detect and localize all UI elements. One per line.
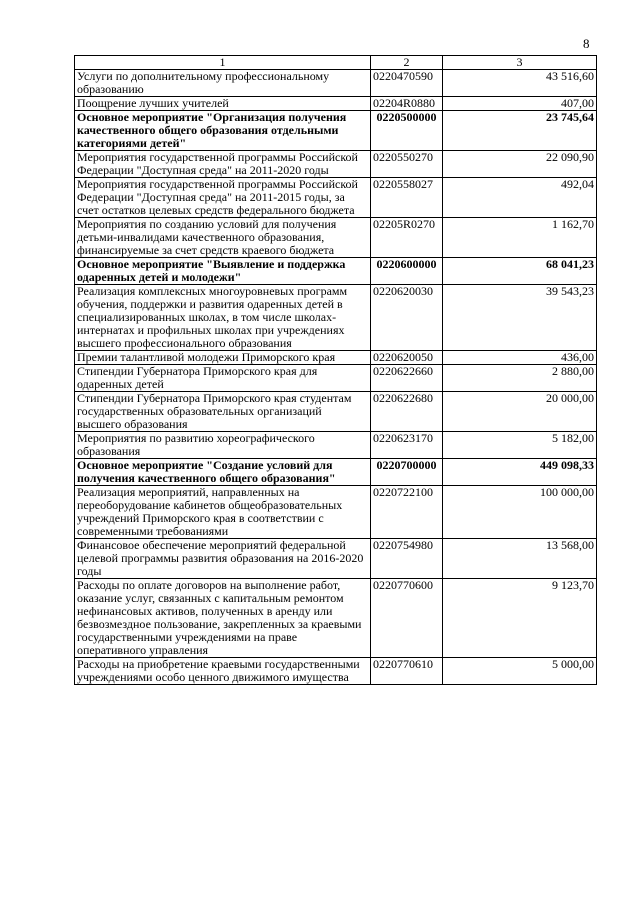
row-amount-cell: 9 123,70 [443, 579, 597, 658]
table-row [75, 258, 597, 285]
row-name-cell: Реализация комплексных многоуровневых программ обучения, поддержки и развития одаренных детей в специализированных школах, в том числе школах-интернатах и профильных школах при учреждениях высшего профессионального образования [75, 285, 371, 351]
row-code-cell: 0220622680 [371, 392, 443, 432]
row-amount-cell: 407,00 [443, 97, 597, 111]
row-code-cell: 0220550270 [371, 151, 443, 178]
row-name-cell: Премии талантливой молодежи Приморского края [75, 351, 371, 365]
row-amount-cell: 492,04 [443, 178, 597, 218]
table-row [75, 459, 597, 486]
row-code-cell: 0220623170 [371, 432, 443, 459]
row-code-cell: 0220500000 [371, 111, 443, 151]
column-header-2: 2 [371, 56, 443, 70]
row-code-cell: 0220722100 [371, 486, 443, 539]
row-amount-cell: 43 516,60 [443, 70, 597, 97]
row-amount-cell: 449 098,33 [443, 459, 597, 486]
table-row [75, 151, 597, 178]
row-code-cell: 0220558027 [371, 178, 443, 218]
row-name-cell: Мероприятия по созданию условий для получения детьми-инвалидами качественного образования, финансируемые за счет средств краевого бюджета [75, 218, 371, 258]
table-row [75, 392, 597, 432]
table-row [75, 351, 597, 365]
row-name-cell: Стипендии Губернатора Приморского края для одаренных детей [75, 365, 371, 392]
table-row [75, 218, 597, 258]
table-row [75, 486, 597, 539]
table-row [75, 97, 597, 111]
row-amount-cell: 100 000,00 [443, 486, 597, 539]
row-code-cell: 0220470590 [371, 70, 443, 97]
row-amount-cell: 5 000,00 [443, 658, 597, 685]
row-name-cell: Мероприятия государственной программы Российской Федерации "Доступная среда" на 2011-2020 годы [75, 151, 371, 178]
row-name-cell: Реализация мероприятий, направленных на переоборудование кабинетов общеобразовательных учреждений Приморского края в соответствии с современными требованиями [75, 486, 371, 539]
row-name-cell: Основное мероприятие "Организация получения качественного общего образования отдельными категориями детей" [75, 111, 371, 151]
row-code-cell: 0220622660 [371, 365, 443, 392]
row-amount-cell: 13 568,00 [443, 539, 597, 579]
row-code-cell: 0220754980 [371, 539, 443, 579]
row-name-cell: Расходы на приобретение краевыми государственными учреждениями особо ценного движимого имущества [75, 658, 371, 685]
table-row [75, 432, 597, 459]
table-row [75, 178, 597, 218]
row-code-cell: 0220600000 [371, 258, 443, 285]
row-name-cell: Мероприятия государственной программы Российской Федерации "Доступная среда" на 2011-2015 годы, за счет остатков целевых средств федерального бюджета [75, 178, 371, 218]
page-number: 8 [583, 36, 590, 51]
row-amount-cell: 23 745,64 [443, 111, 597, 151]
row-code-cell: 0220770610 [371, 658, 443, 685]
table-row [75, 365, 597, 392]
row-amount-cell: 68 041,23 [443, 258, 597, 285]
row-amount-cell: 1 162,70 [443, 218, 597, 258]
row-name-cell: Услуги по дополнительному профессиональному образованию [75, 70, 371, 97]
row-amount-cell: 436,00 [443, 351, 597, 365]
row-amount-cell: 39 543,23 [443, 285, 597, 351]
table-row [75, 658, 597, 685]
column-header-3: 3 [443, 56, 597, 70]
header-row [75, 56, 597, 70]
row-name-cell: Финансовое обеспечение мероприятий федеральной целевой программы развития образования на 2016-2020 годы [75, 539, 371, 579]
row-name-cell: Основное мероприятие "Выявление и поддержка одаренных детей и молодежи" [75, 258, 371, 285]
table-row [75, 70, 597, 97]
row-code-cell: 02205R0270 [371, 218, 443, 258]
table-row [75, 285, 597, 351]
row-amount-cell: 20 000,00 [443, 392, 597, 432]
column-header-1: 1 [75, 56, 371, 70]
row-name-cell: Расходы по оплате договоров на выполнение работ, оказание услуг, связанных с капитальным ремонтом нефинансовых активов, полученных в аренду или безвозмездное пользование, закрепленных за краевыми государственными учреждениями на праве оперативного управления [75, 579, 371, 658]
row-name-cell: Стипендии Губернатора Приморского края студентам государственных образовательных организаций высшего образования [75, 392, 371, 432]
row-amount-cell: 5 182,00 [443, 432, 597, 459]
row-amount-cell: 22 090,90 [443, 151, 597, 178]
row-amount-cell: 2 880,00 [443, 365, 597, 392]
row-code-cell: 0220620050 [371, 351, 443, 365]
row-code-cell: 0220700000 [371, 459, 443, 486]
row-code-cell: 02204R0880 [371, 97, 443, 111]
row-name-cell: Поощрение лучших учителей [75, 97, 371, 111]
table-row [75, 111, 597, 151]
row-code-cell: 0220620030 [371, 285, 443, 351]
row-code-cell: 0220770600 [371, 579, 443, 658]
row-name-cell: Мероприятия по развитию хореографического образования [75, 432, 371, 459]
row-name-cell: Основное мероприятие "Создание условий для получения качественного общего образования" [75, 459, 371, 486]
budget-table [74, 55, 597, 685]
table-row [75, 579, 597, 658]
table-row [75, 539, 597, 579]
